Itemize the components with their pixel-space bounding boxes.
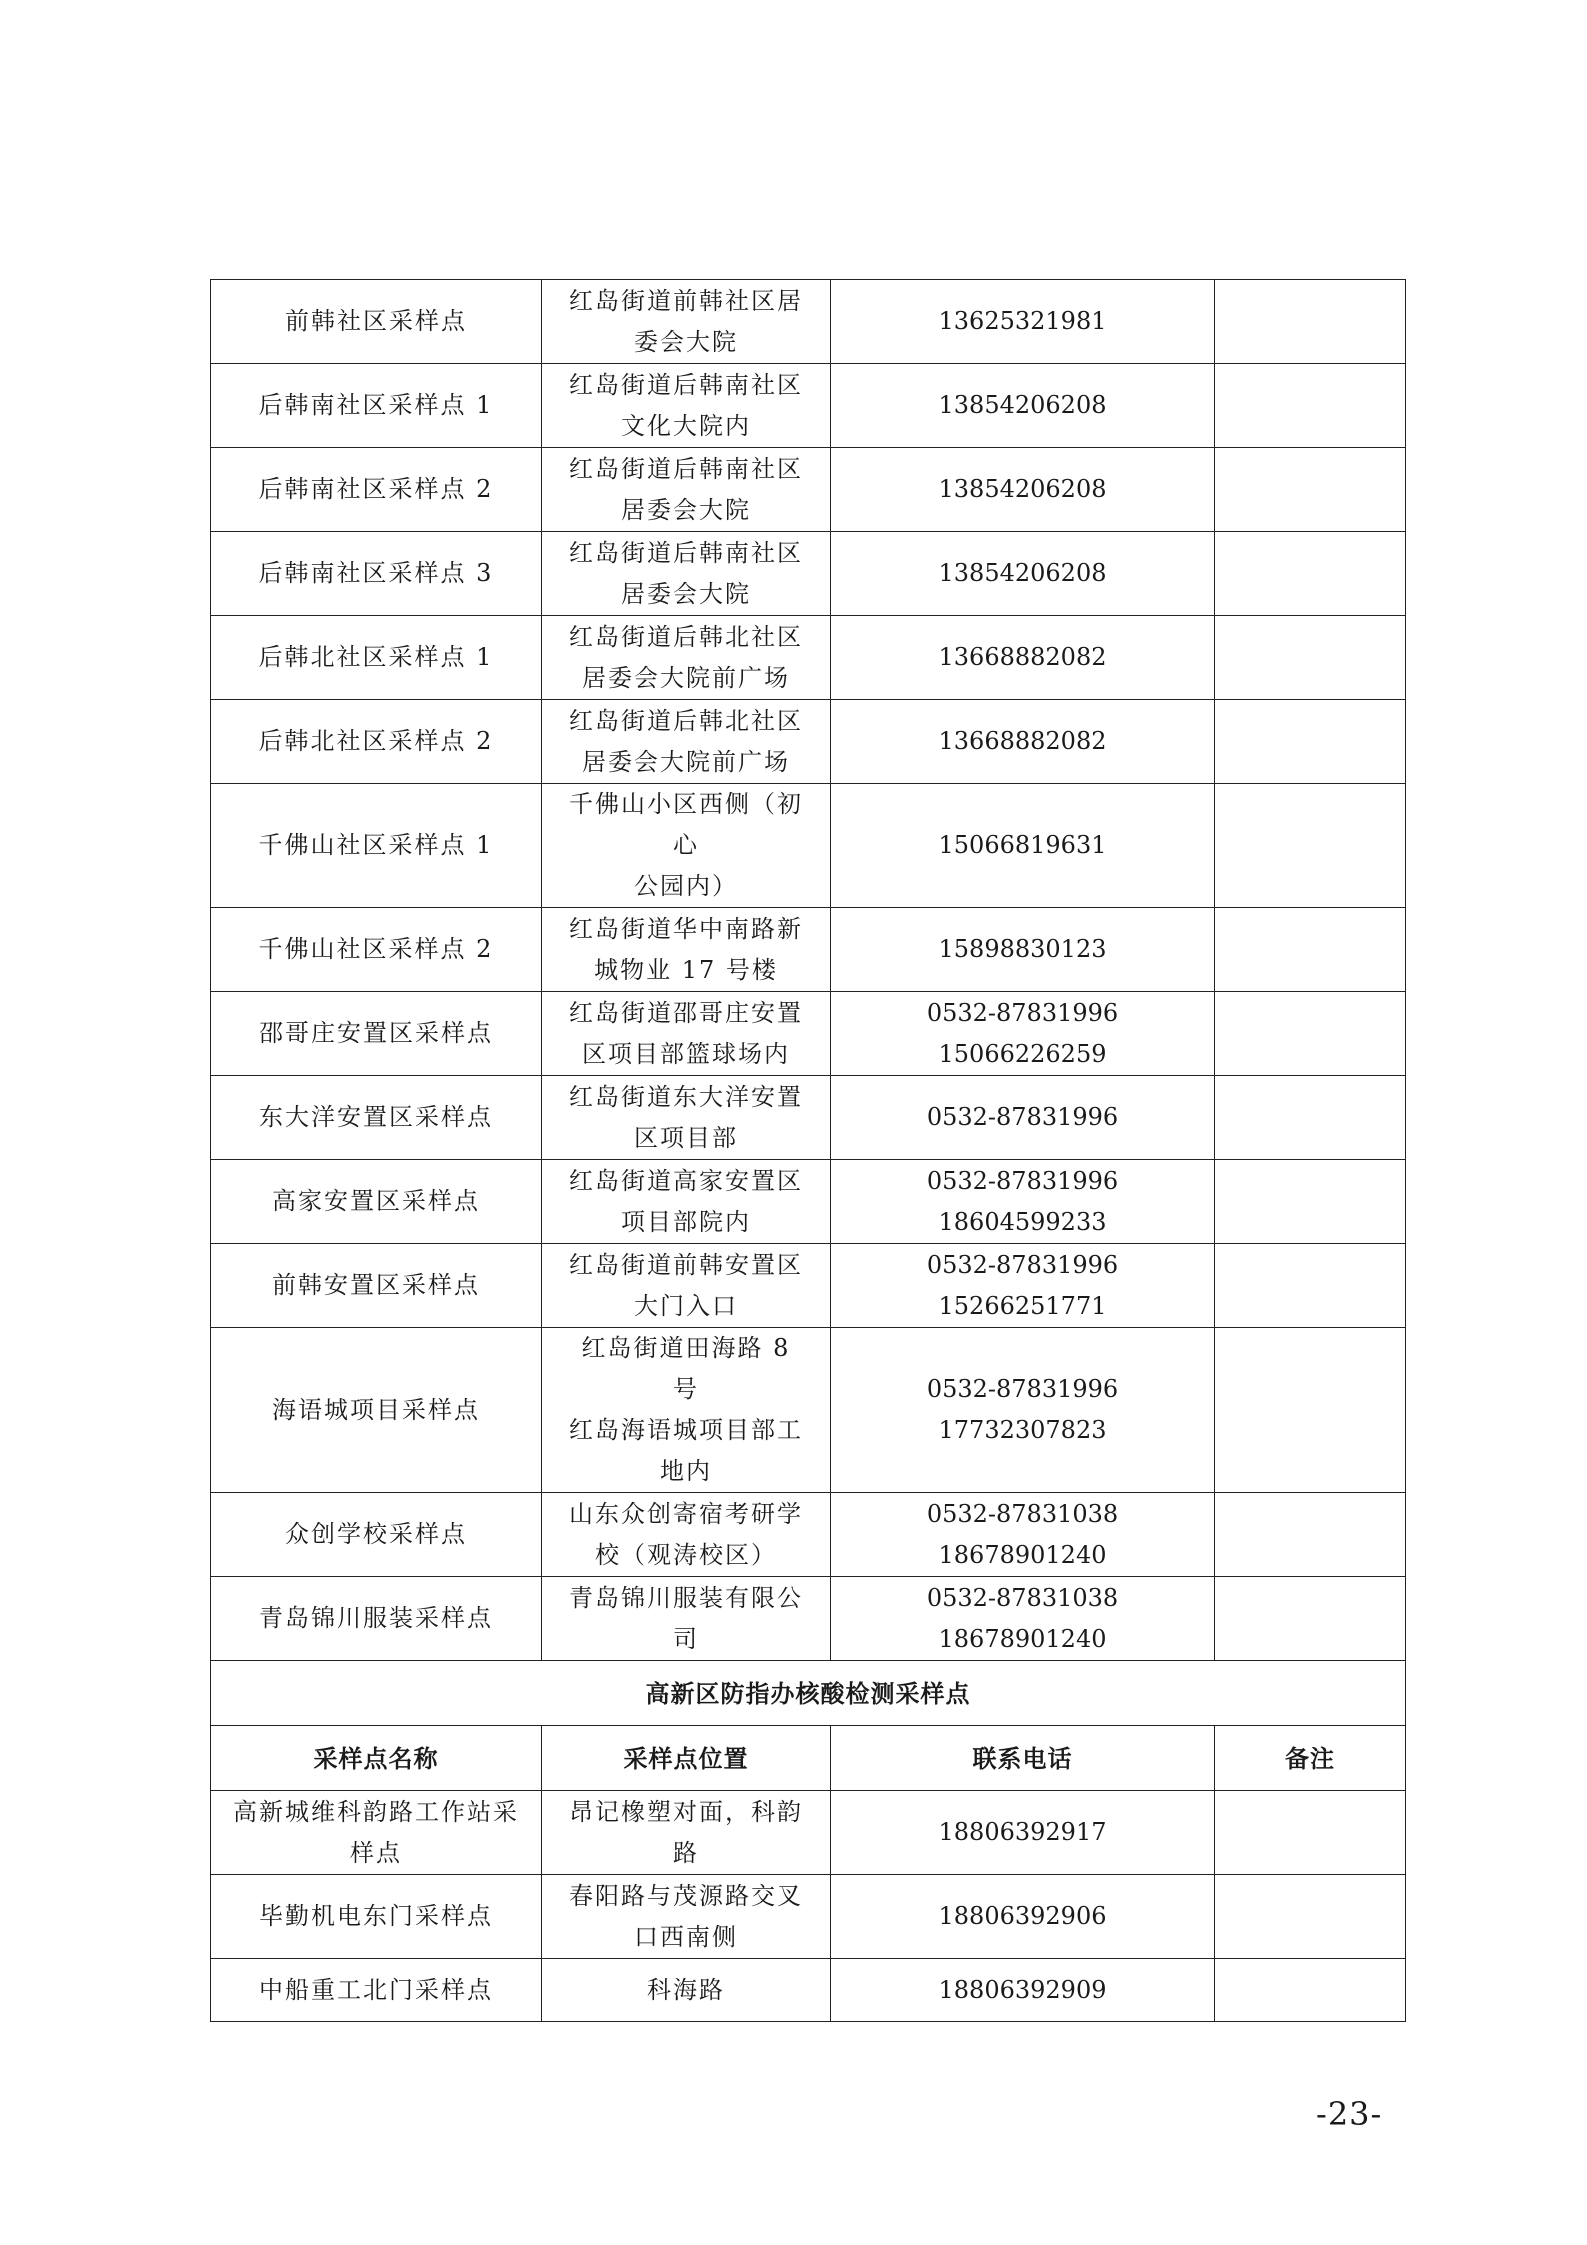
cell-line: 口西南侧 [634,1922,738,1951]
cell-line: 公园内） [634,872,738,900]
contact-phone-cell [831,280,1215,364]
site-name-cell: 东大洋安置区采样点 [211,1076,542,1160]
contact-phone-cell [831,784,1215,908]
site-location-cell [542,908,831,992]
section-title: 高新区防指办核酸检测采样点 [211,1661,1406,1726]
site-name-cell [211,1791,542,1875]
cell-line: 司 [673,1624,699,1653]
cell-line: 0532-87831038 [926,1499,1119,1528]
contact-phone-cell [831,1160,1215,1244]
column-header-row [211,1726,1406,1791]
contact-phone-cell [831,1875,1215,1959]
table-row [211,1160,1406,1244]
high-tech-sites-body [211,1791,1406,2022]
site-name-cell: 后韩南社区采样点 3 [211,532,542,616]
contact-phone-cell [831,532,1215,616]
contact-phone-cell [831,616,1215,700]
cell-line: 0532-87831038 [926,1583,1119,1612]
remarks-cell [1215,1328,1406,1493]
site-name-cell: 后韩北社区采样点 1 [211,616,542,700]
remarks-cell [1215,700,1406,784]
cell-line: 13854206208 [938,559,1107,587]
remarks-cell [1215,532,1406,616]
site-name-cell: 青岛锦川服装采样点 [211,1577,542,1661]
community-sites-body [211,280,1406,1661]
cell-line: 15066226259 [938,1039,1107,1068]
table-row [211,1577,1406,1661]
header-contact-phone: 联系电话 [831,1726,1215,1791]
site-name-cell: 千佛山社区采样点 2 [211,908,542,992]
site-location-cell [542,616,831,700]
site-name-cell: 后韩北社区采样点 2 [211,700,542,784]
cell-line: 山东众创寄宿考研学 [569,1499,803,1528]
remarks-cell [1215,616,1406,700]
remarks-cell [1215,448,1406,532]
site-location-cell [542,784,831,908]
cell-line: 样点 [350,1838,402,1867]
cell-line: 科海路 [647,1975,725,2004]
contact-phone-cell [831,364,1215,448]
contact-phone-cell [831,700,1215,784]
cell-line: 城物业 17 号楼 [594,955,778,984]
table-row [211,992,1406,1076]
site-location-cell [542,280,831,364]
remarks-cell [1215,1577,1406,1661]
table-row [211,1076,1406,1160]
site-location-cell [542,1959,831,2022]
sampling-points-table [210,279,1406,2022]
cell-line: 0532-87831996 [926,1250,1119,1279]
table-row [211,1328,1406,1493]
cell-line: 0532-87831996 [926,1103,1119,1131]
site-location-cell [542,1160,831,1244]
remarks-cell [1215,280,1406,364]
cell-line: 区项目部 [634,1123,738,1152]
cell-line: 项目部院内 [621,1207,751,1236]
table-row [211,616,1406,700]
contact-phone-cell [831,1244,1215,1328]
cell-line: 居委会大院前广场 [582,663,790,692]
contact-phone-cell [831,992,1215,1076]
cell-line: 春阳路与茂源路交叉 [569,1881,803,1910]
cell-line: 青岛锦川服装有限公 [569,1583,803,1612]
site-name-cell [211,1875,542,1959]
cell-line: 18806392917 [938,1818,1107,1846]
sampling-points-document [210,279,1405,2022]
cell-line: 红岛街道后韩北社区 [569,706,803,735]
cell-line: 15066819631 [938,831,1107,859]
cell-line: 居委会大院 [621,579,751,608]
cell-line: 13668882082 [938,727,1107,755]
header-site-location: 采样点位置 [542,1726,831,1791]
site-name-cell: 高家安置区采样点 [211,1160,542,1244]
cell-line: 红岛街道东大洋安置 [569,1082,803,1111]
cell-line: 0532-87831996 [926,1166,1119,1195]
cell-line: 红岛街道后韩南社区 [569,454,803,483]
table-row [211,908,1406,992]
site-location-cell [542,1493,831,1577]
site-name-cell: 海语城项目采样点 [211,1328,542,1493]
remarks-cell [1215,1076,1406,1160]
remarks-cell [1215,364,1406,448]
high-tech-zone-section [211,1661,1406,1791]
cell-line: 居委会大院 [621,495,751,524]
remarks-cell [1215,1244,1406,1328]
cell-line: 地内 [660,1457,712,1485]
remarks-cell [1215,992,1406,1076]
cell-line: 文化大院内 [621,411,751,440]
cell-line: 昂记橡塑对面，科韵路 [569,1797,803,1867]
table-row [211,1791,1406,1875]
cell-line: 红岛街道后韩北社区 [569,622,803,651]
site-name-cell: 后韩南社区采样点 1 [211,364,542,448]
cell-line: 校（观涛校区） [595,1540,777,1569]
table-row [211,280,1406,364]
cell-line: 13854206208 [938,391,1107,419]
cell-line: 红岛街道邵哥庄安置 [569,998,803,1027]
cell-line: 18806392906 [938,1902,1107,1930]
contact-phone-cell [831,1577,1215,1661]
cell-line: 毕勤机电东门采样点 [259,1902,493,1930]
site-location-cell [542,448,831,532]
cell-line: 18678901240 [938,1540,1107,1569]
remarks-cell [1215,784,1406,908]
header-site-name: 采样点名称 [211,1726,542,1791]
header-remarks: 备注 [1215,1726,1406,1791]
cell-line: 17732307823 [938,1416,1107,1444]
site-location-cell [542,1328,831,1493]
cell-line: 红岛海语城项目部工 [569,1416,803,1444]
cell-line: 高新城维科韵路工作站采 [233,1797,519,1826]
table-row [211,1875,1406,1959]
table-row [211,700,1406,784]
contact-phone-cell [831,1493,1215,1577]
site-location-cell [542,1875,831,1959]
cell-line: 18806392909 [938,1975,1107,2004]
remarks-cell [1215,1493,1406,1577]
remarks-cell [1215,1875,1406,1959]
remarks-cell [1215,1791,1406,1875]
site-name-cell: 前韩社区采样点 [211,280,542,364]
cell-line: 红岛街道高家安置区 [569,1166,803,1195]
table-row [211,1959,1406,2022]
table-row [211,448,1406,532]
contact-phone-cell [831,1791,1215,1875]
site-name-cell: 众创学校采样点 [211,1493,542,1577]
cell-line: 红岛街道华中南路新 [569,914,803,943]
site-name-cell: 前韩安置区采样点 [211,1244,542,1328]
cell-line: 13668882082 [938,643,1107,671]
cell-line: 红岛街道后韩南社区 [569,538,803,567]
cell-line: 红岛街道后韩南社区 [569,370,803,399]
site-location-cell [542,1244,831,1328]
cell-line: 0532-87831996 [926,1375,1119,1403]
cell-line: 13625321981 [938,307,1107,335]
cell-line: 大门入口 [634,1291,738,1320]
cell-line: 中船重工北门采样点 [259,1975,493,2004]
site-location-cell [542,992,831,1076]
site-name-cell [211,1959,542,2022]
site-name-cell: 千佛山社区采样点 1 [211,784,542,908]
site-location-cell [542,364,831,448]
page-number: -23- [1316,2095,1383,2133]
contact-phone-cell [831,448,1215,532]
cell-line: 13854206208 [938,475,1107,503]
site-location-cell [542,1577,831,1661]
cell-line: 15266251771 [938,1291,1107,1320]
cell-line: 0532-87831996 [926,998,1119,1027]
site-name-cell: 邵哥庄安置区采样点 [211,992,542,1076]
remarks-cell [1215,1959,1406,2022]
site-location-cell [542,532,831,616]
cell-line: 18604599233 [938,1207,1107,1236]
table-row [211,364,1406,448]
cell-line: 区项目部篮球场内 [582,1039,790,1068]
contact-phone-cell [831,908,1215,992]
table-row [211,1493,1406,1577]
cell-line: 红岛街道前韩安置区 [569,1250,803,1279]
cell-line: 红岛街道前韩社区居 [569,286,803,315]
cell-line: 千佛山小区西侧（初心 [569,790,803,859]
contact-phone-cell [831,1328,1215,1493]
remarks-cell [1215,1160,1406,1244]
table-row [211,1244,1406,1328]
cell-line: 居委会大院前广场 [582,747,790,776]
site-location-cell [542,1076,831,1160]
remarks-cell [1215,908,1406,992]
site-location-cell [542,700,831,784]
contact-phone-cell [831,1076,1215,1160]
cell-line: 15898830123 [938,935,1107,963]
cell-line: 委会大院 [634,327,738,356]
section-title-row [211,1661,1406,1726]
site-location-cell [542,1791,831,1875]
contact-phone-cell [831,1959,1215,2022]
table-row [211,532,1406,616]
cell-line: 18678901240 [938,1624,1107,1653]
site-name-cell: 后韩南社区采样点 2 [211,448,542,532]
table-row [211,784,1406,908]
cell-line: 红岛街道田海路 8 号 [581,1334,791,1403]
